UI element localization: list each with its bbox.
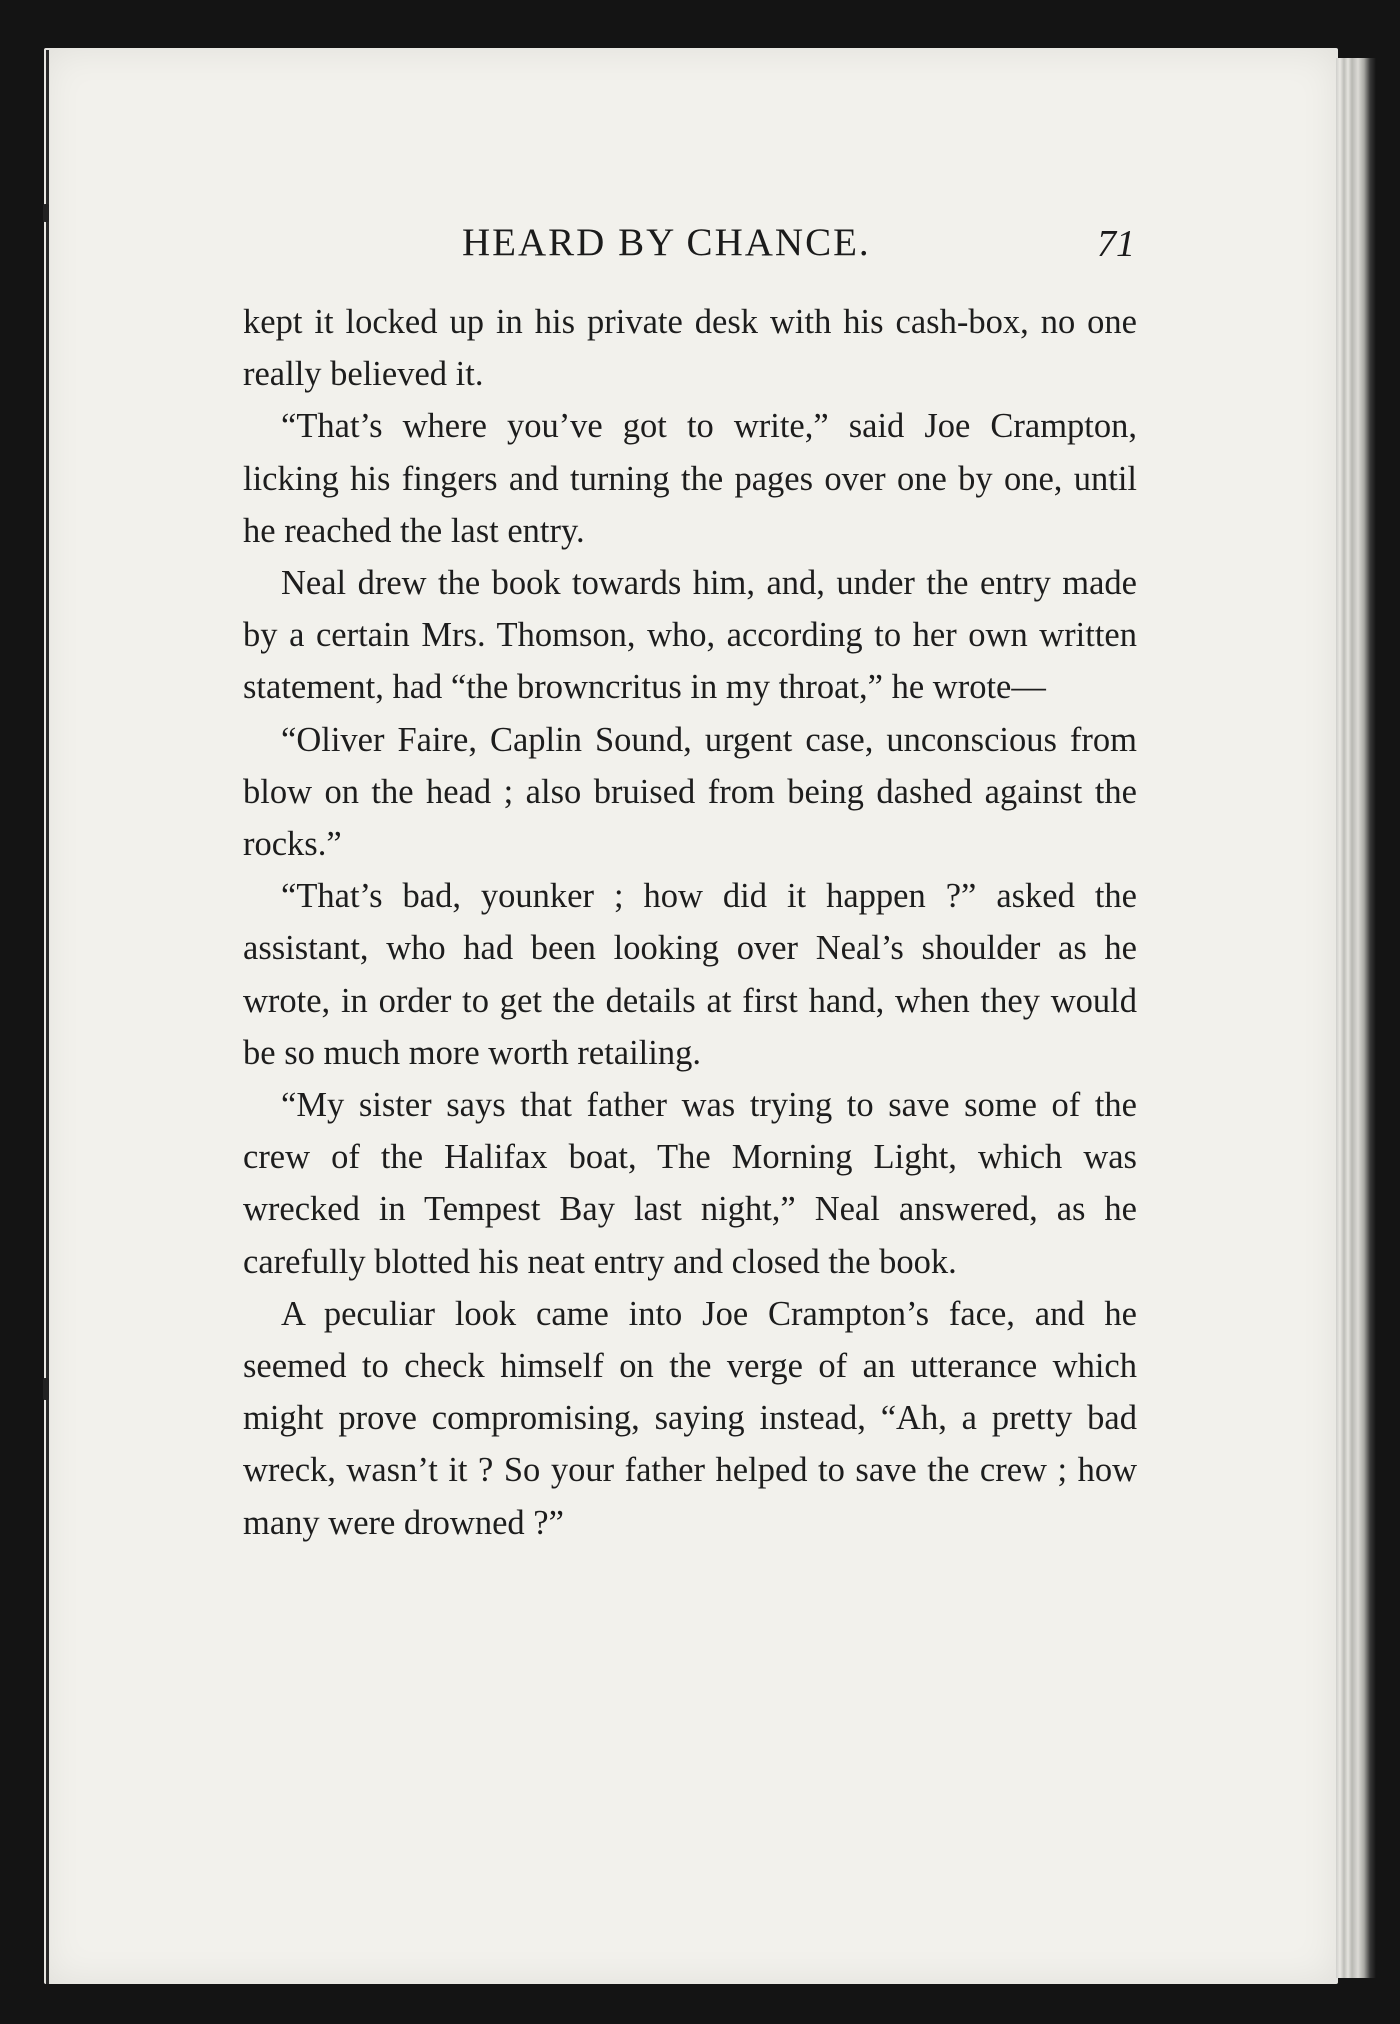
paragraph: “Oliver Faire, Caplin Sound, urgent case, unconscious from blow on the head ; also bruised from being dashed against the rocks.”: [243, 720, 1137, 864]
paragraph: kept it locked up in his private desk with his cash-box, no one really believed it.: [243, 303, 1137, 394]
body-text: [243, 296, 1137, 1549]
page-stack-edge: [1336, 58, 1376, 1978]
running-head: [0, 220, 1400, 270]
paragraph: Neal drew the book towards him, and, under the entry made by a certain Mrs. Thomson, who, according to her own written statement, had “the browncritus in my throat,” he wrote—: [243, 564, 1137, 707]
paragraph: “That’s bad, younker ; how did it happen ?” asked the assistant, who had been looking over Neal’s shoulder as he wrote, in order to get the details at first hand, when they would be so much more worth retailing.: [243, 877, 1137, 1072]
running-head-title: HEARD BY CHANCE.: [462, 221, 871, 264]
paragraph: “That’s where you’ve got to write,” said Joe Crampton, licking his fingers and turning the pages over one by one, until he reached the last entry.: [243, 407, 1137, 550]
gutter-mark: [43, 1378, 49, 1400]
paragraph: “My sister says that father was trying to save some of the crew of the Halifax boat, The Morning Light, which was wrecked in Tempest Bay last night,” Neal answered, as he carefully blotted his neat entry and closed the book.: [243, 1086, 1137, 1281]
page-gutter-edge: [46, 50, 49, 1984]
page-number: 71: [1097, 223, 1135, 265]
paragraph: A peculiar look came into Joe Crampton’s face, and he seemed to check himself on the verge of an utterance which might prove compromising, saying instead, “Ah, a pretty bad wreck, wasn’t it ? So your father helped to save the crew ; how many were drowned ?”: [243, 1294, 1137, 1542]
